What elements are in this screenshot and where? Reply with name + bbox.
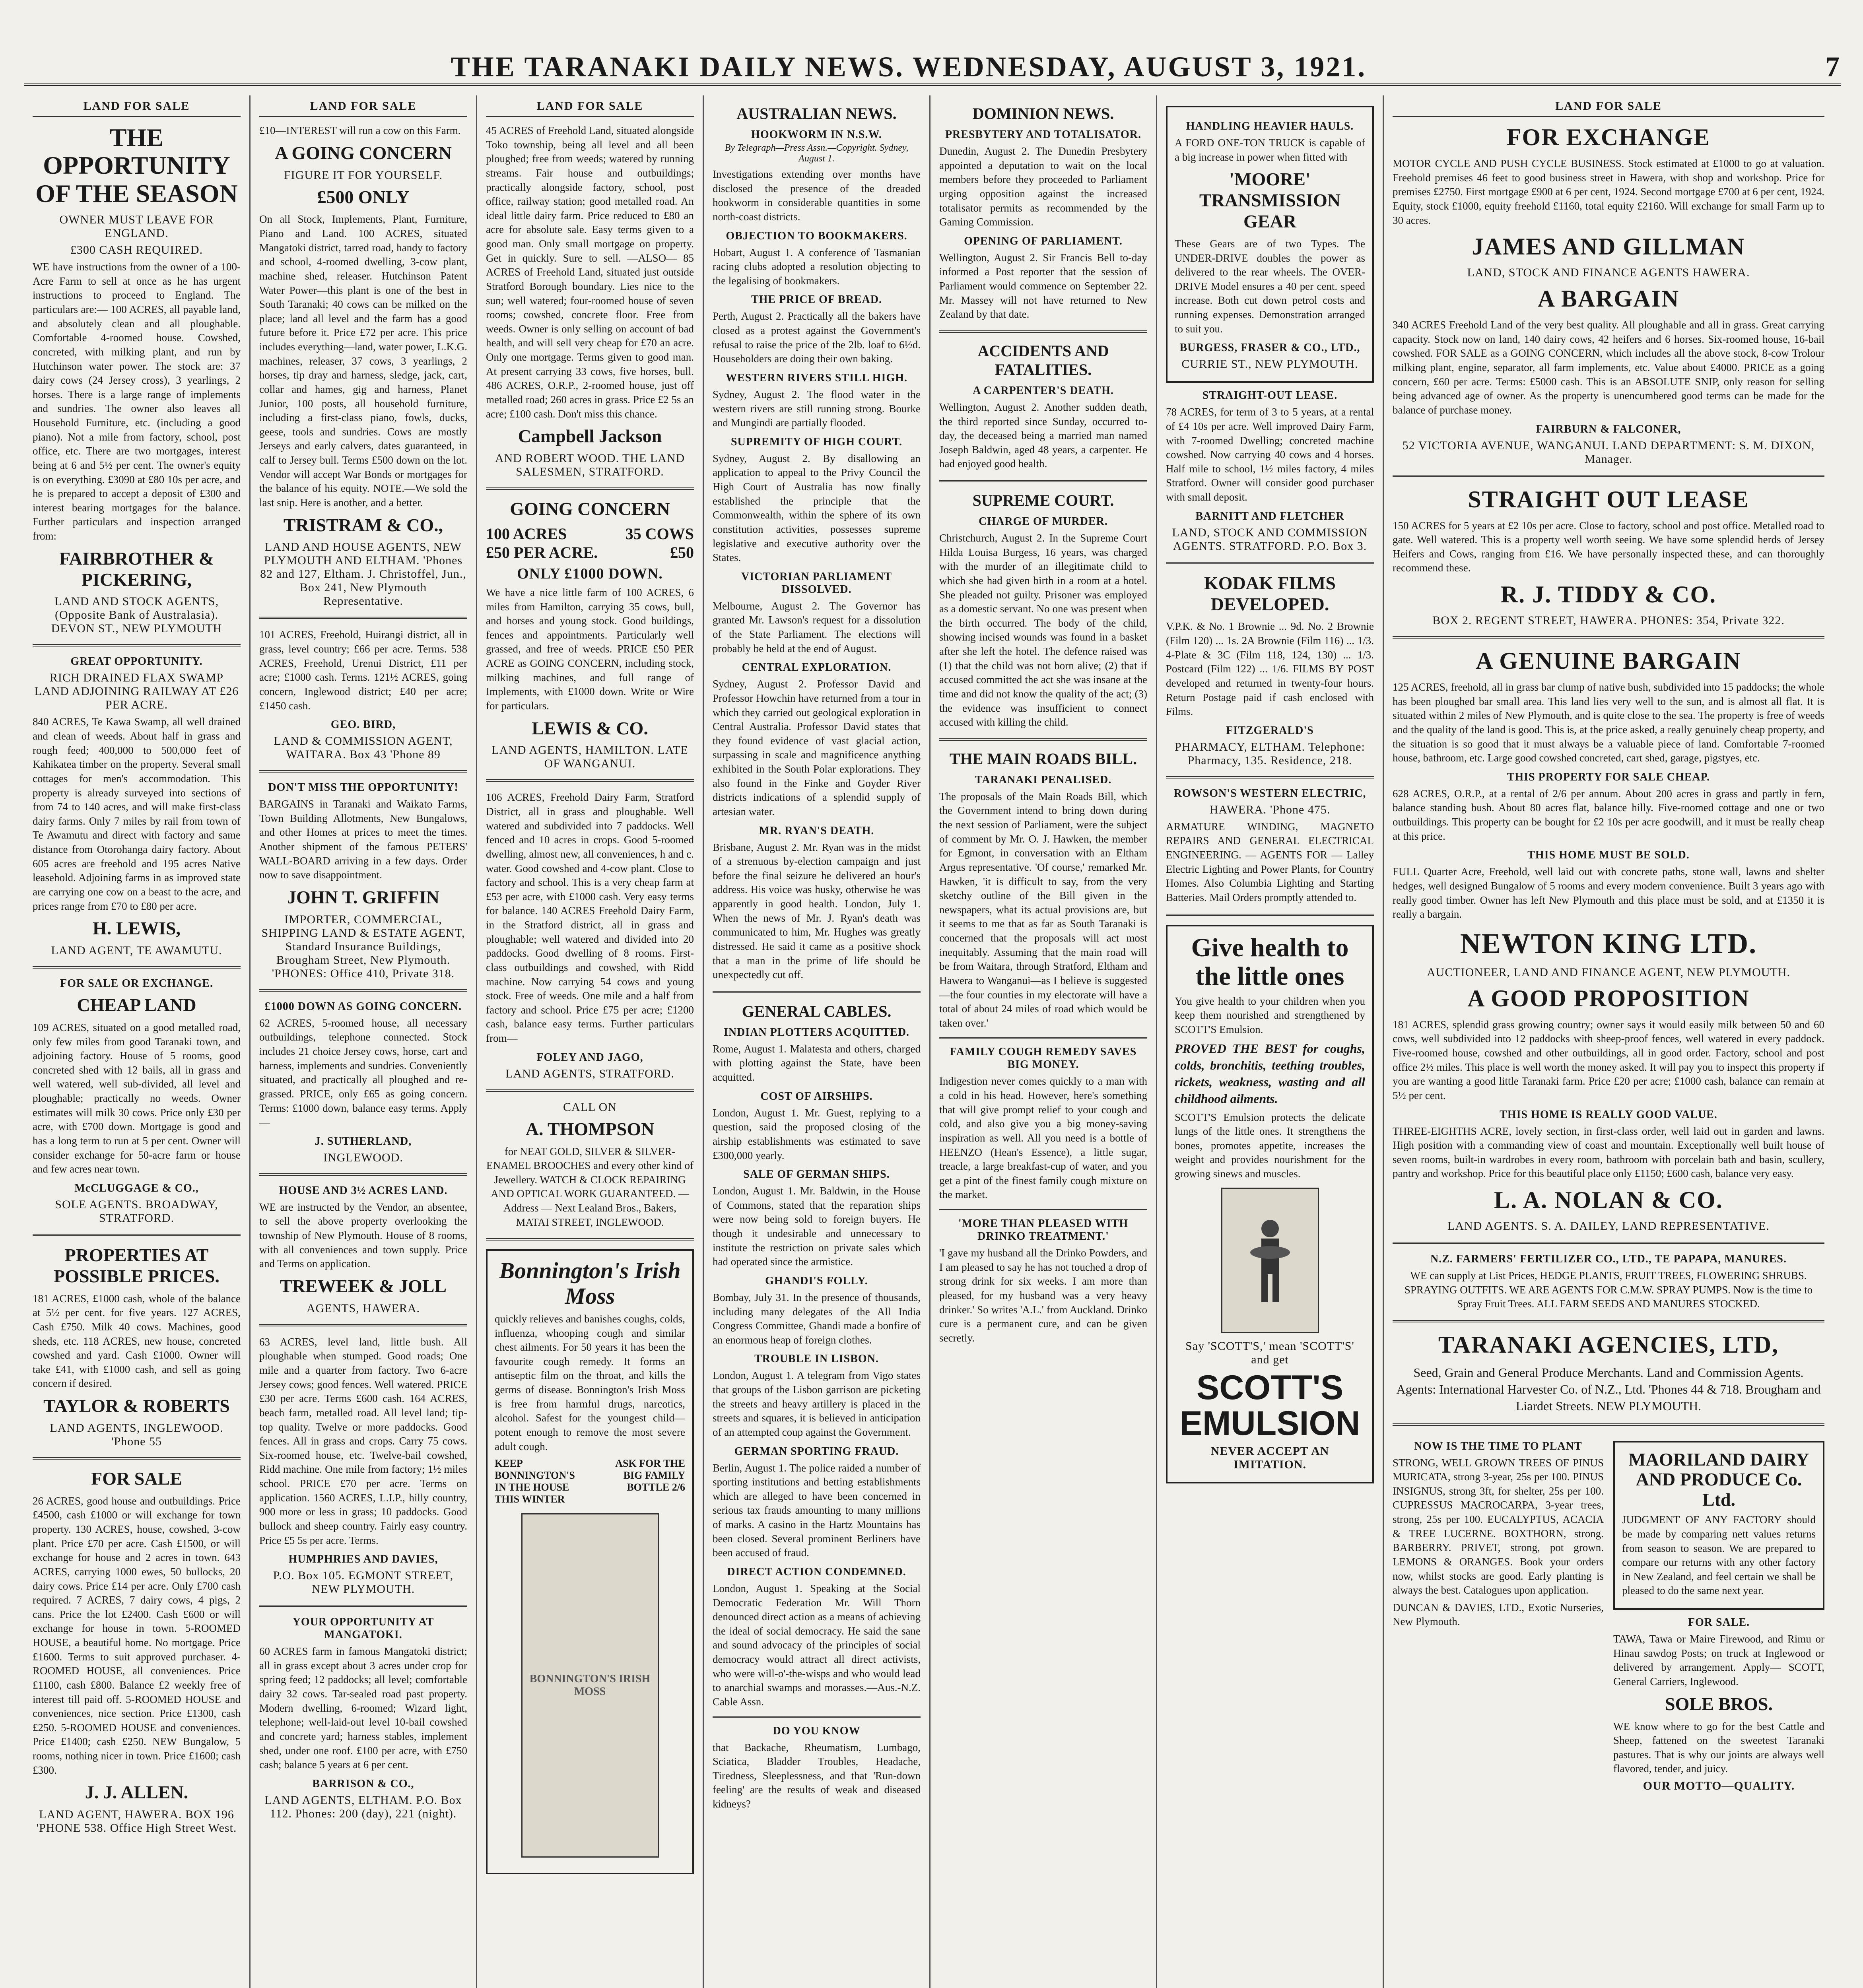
news-heading: SUPREME COURT. bbox=[972, 491, 1114, 509]
ad-body: 62 ACRES, 5-roomed house, all necessary outbuildings, telephone connected. Stock includes 21 choice Jersey cows, horse, cart and harness, implements and sundries. Conveniently situated, and practically all ploughed and re-grassed. PRICE, only £65 as going concern. Terms: £1000 down, balance easy terms. Apply— bbox=[259, 1017, 467, 1128]
agent-details: LAND AND STOCK AGENTS, (Opposite Bank of Australasia). DEVON ST., NEW PLYMOUTH bbox=[51, 595, 222, 635]
ad-title: STRAIGHT OUT LEASE bbox=[1468, 486, 1749, 513]
story-title: GERMAN SPORTING FRAUD. bbox=[734, 1445, 899, 1458]
ad-title: A GOING CONCERN bbox=[275, 142, 452, 163]
story-title: 'MORE THAN PLEASED WITH DRINKO TREATMENT.' bbox=[958, 1217, 1129, 1242]
agent-details: LAND AGENT, HAWERA. BOX 196 'PHONE 538. Office High Street West. bbox=[36, 1808, 237, 1835]
ad-body: 181 ACRES, £1000 cash, whole of the balance at 5½ per cent. for five years. 127 ACRES, Cash £750. Milk 40 cows. Machines, good sheds, etc. 118 ACRES, new house, concreted cowshed and yard. Cash £1000. Owner will take £41, with £1000 cash, and sell as going concern if desired. bbox=[33, 1292, 241, 1390]
ad-title: HOUSE AND 3½ ACRES LAND. bbox=[279, 1184, 448, 1197]
story-body: Christchurch, August 2. In the Supreme Court Hilda Louisa Burgess, 16 years, was charged with the murder of an illegitimate child to which she had given birth in a room at a hotel. She pleaded not guilty. Prisoner was employed as a domestic servant. No one was present when the birth occurred. The body of the child, showing incised wounds was found in a basket after she left the hotel. The defence raised was (1) that the child was not born alive; (2) that if accused committed the act she was insane at the time and did not know the quality of the act; (3) the evidence was insufficient to connect accused with killing the child. bbox=[939, 532, 1147, 728]
ad-title: DON'T MISS THE OPPORTUNITY! bbox=[268, 781, 458, 794]
ad-title: YOUR OPPORTUNITY AT MANGATOKI. bbox=[292, 1616, 434, 1641]
ad-body: A FORD ONE-TON TRUCK is capable of a big increase in power when fitted with bbox=[1175, 137, 1365, 163]
ad-body: 181 ACRES, splendid grass growing country; owner says it would easily milk between 50 and 60 cows, well subdivided into 12 paddocks with sheep-proof fences, well watered in every paddock. Five-roomed house, cowshed and other outbuildings, all in good order. Factory, school and post office 2½ miles. This place is well worth the money asked. It will pay you to inspect this property if you are wanting a good little Taranaki farm. Price £20 per acre; £1000 cash, balance can remain at 5½ per cent. bbox=[1393, 1018, 1824, 1101]
ad-body: 45 ACRES of Freehold Land, situated alongside Toko township, being all level and all been ploughed; free from weeds; watered by running streams. Fair house and outbuildings; practically alongside factory, school, post office, railway station; good metalled road. An ideal little dairy farm. Price reduced to £80 an acre for absolute sale. Easy terms given to a good man. Only small mortgage on property. Get in quickly. Sure to sell. —ALSO— 85 ACRES of Freehold Land, situated just outside Stratford Borough boundary. Lies nice to the sun; well watered; four-roomed house of seven rooms; cowshed, concrete floor. Free from weeds. Owner is only selling on account of bad health, and will sell very cheap for £70 an acre. Only one mortgage. Terms given to good man. At present carrying 33 cows, five horses, bull. 486 ACRES, O.R.P., 2-roomed house, just off metalled road; 260 acres in grass. Price £2 5s an acre; £100 cash. Don't miss this chance. bbox=[486, 124, 694, 420]
ad-body: STRONG, WELL GROWN TREES OF PINUS MURICATA, strong 3-year, 25s per 100. PINUS INSIGNUS, strong 3ft, for shelter, 25s per 100. CUPRESSUS MACROCARPA, 3-year trees, strong, 25s per 100. EUCALYPTUS, ACACIA & TREE LUCERNE. BOXTHORN, strong. BARBERRY. PRIVET, strong, pot grown. LEMONS & ORANGES. Book your orders now, whilst stocks are good. Early planting is always the best. Catalogues upon application. bbox=[1393, 1456, 1604, 1596]
column-4 bbox=[704, 95, 931, 1988]
ad-title: A GOOD PROPOSITION bbox=[1467, 985, 1750, 1011]
story-body: London, August 1. A telegram from Vigo states that groups of the Lisbon garrison are picketing the streets and heavy artillery is placed in the streets and squares, it is believed in anticipation of an attempted coup against the Government. bbox=[713, 1369, 921, 1438]
ad-title: MAORILAND DAIRY AND PRODUCE Co. Ltd. bbox=[1628, 1449, 1809, 1510]
ad-body: MOTOR CYCLE AND PUSH CYCLE BUSINESS. Stock estimated at £1000 to go at valuation. Freehold premises 46 feet to good business street in Hawera, with shop and workshop. Price for premises £2750. First mortgage £900 at 6 per cent, 1924. Second mortgage £700 at 6 per cent, 1924. Equity, stock £1000, equity freehold £1160, total equity £2160. Will exchange for small Farm up to 30 acres. bbox=[1393, 157, 1824, 226]
agent-details: IMPORTER, COMMERCIAL, SHIPPING LAND & ESTATE AGENT, Standard Insurance Buildings, Brougham Street, New Plymouth. 'PHONES: Office 410, Private 318. bbox=[261, 912, 465, 980]
agent-details: DUNCAN & DAVIES, LTD., Exotic Nurseries, New Plymouth. bbox=[1393, 1601, 1604, 1628]
ad-body: WE have instructions from the owner of a 100-Acre Farm to sell at once as he has urgent instructions to proceed to England. The particulars are:— 100 ACRES, all payable land, and absolutely clean and all ploughable. Comfortable 4-roomed house. Cowshed, concreted, with milking plant, and run by Hutchinson water power. The stock are: 37 dairy cows (24 Jersey cross), 3 yearlings, 2 horses. There is a large range of implements and sundries. The owner also leaves all Household Furniture, etc. (including a good piano). Not a mile from factory, school, post office, etc. There are two mortgages, interest being at 6 and 5½ per cent. The owner's equity is on everything. £3090 at £80 10s per acre, and he is prepared to accept a deposit of £300 and interest bearing mortgages for the balance. Further particulars and inspection arranged from: bbox=[33, 261, 241, 542]
ad-warning: NEVER ACCEPT AN IMITATION. bbox=[1210, 1444, 1329, 1472]
ad-title: CHEAP LAND bbox=[77, 995, 196, 1015]
ad-title: GOING CONCERN bbox=[510, 499, 670, 519]
section-header: LAND FOR SALE bbox=[486, 99, 694, 117]
agent-details: LAND AGENTS, ELTHAM. P.O. Box 112. Phones: 200 (day), 221 (night). bbox=[264, 1793, 462, 1820]
agent-details: BOX 2. REGENT STREET, HAWERA. PHONES: 354, Private 322. bbox=[1432, 614, 1785, 627]
ad-body: 78 ACRES, for term of 3 to 5 years, at a rental of £4 10s per acre. Well improved Dairy Farm, with 7-roomed Dwelling; concreted machine cowshed. Now carrying 40 cows and 4 horses. Half mile to school, 1½ miles factory, 4 miles Stratford. Owner will consider good purchaser with small deposit. bbox=[1166, 406, 1374, 503]
ad-title: FOR SALE. bbox=[1688, 1616, 1750, 1629]
story-body: London, August 1. Mr. Guest, replying to a question, said the proposed closing of the airship establishments was estimated to save £300,000 yearly. bbox=[713, 1107, 921, 1161]
agent-details: 52 VICTORIA AVENUE, WANGANUI. LAND DEPARTMENT: S. M. DIXON, Manager. bbox=[1402, 439, 1815, 466]
columns bbox=[24, 95, 1841, 1988]
ad-title: STRAIGHT-OUT LEASE. bbox=[1202, 389, 1338, 402]
bonnington-ad bbox=[486, 1249, 694, 1874]
ad-say: Say 'SCOTT'S,' mean 'SCOTT'S' and get bbox=[1185, 1339, 1354, 1366]
ad-subtitle: FIGURE IT FOR YOURSELF. bbox=[284, 168, 443, 182]
ad-body: for NEAT GOLD, SILVER & SILVER-ENAMEL BROOCHES and every other kind of Jewellery. WATCH & CLOCK REPAIRING AND OPTICAL WORK GUARANTEED. — Address — Next Lealand Bros., Bakers, MATAI STREET, INGLEWOOD. bbox=[486, 1145, 694, 1228]
story-title: SUPREMITY OF HIGH COURT. bbox=[730, 435, 903, 448]
agent-details: PHARMACY, ELTHAM. Telephone: Pharmacy, 135. Residence, 218. bbox=[1175, 740, 1365, 767]
ad-title: SOLE BROS. bbox=[1665, 1693, 1773, 1714]
agent-details: LAND AGENTS, HAMILTON. LATE OF WANGANUI. bbox=[491, 744, 688, 771]
bottle-label: BONNINGTON'S IRISH MOSS bbox=[529, 1673, 651, 1698]
news-heading: ACCIDENTS AND FATALITIES. bbox=[977, 342, 1109, 379]
agent-details: LAND AGENT, TE AWAMUTU. bbox=[51, 944, 222, 957]
ad-keep: KEEP BONNINGTON'S IN THE HOUSE THIS WINTER bbox=[495, 1458, 575, 1505]
story-body: 'I gave my husband all the Drinko Powders, and I am pleased to say he has not touched a drop of strong drink for six weeks. I am more than pleased, for my husband was a very heavy drinker.' So writes 'A.L.' from Auckland. Drinko cure is a permanent cure, and can be given secretly. bbox=[939, 1247, 1147, 1344]
ad-subtitle: OWNER MUST LEAVE FOR ENGLAND. bbox=[59, 213, 214, 240]
section-header: FOR SALE OR EXCHANGE. bbox=[60, 977, 214, 990]
ad-acres: 100 ACRES bbox=[486, 524, 567, 543]
ad-title: THE OPPORTUNITY OF THE SEASON bbox=[35, 123, 238, 208]
ad-body: ARMATURE WINDING, MAGNETO REPAIRS AND GENERAL ELECTRICAL ENGINEERING. — AGENTS FOR — Lalley Electric Lighting and Power Plants, for Country Homes. Also Columbia Lighting and Starting Batteries. Mail Orders promptly attended to. bbox=[1166, 820, 1374, 903]
agent-details: LAND, STOCK AND COMMISSION AGENTS. STRATFORD. P.O. Box 3. bbox=[1172, 526, 1368, 553]
ad-title: £1000 DOWN AS GOING CONCERN. bbox=[264, 1000, 462, 1013]
ad-title: THIS HOME IS REALLY GOOD VALUE. bbox=[1500, 1108, 1717, 1121]
ad-subtitle: HAWERA. 'Phone 475. bbox=[1209, 803, 1331, 816]
story-title: HOOKWORM IN N.S.W. bbox=[751, 128, 882, 141]
story-body: Dunedin, August 2. The Dunedin Presbytery appointed a deputation to wait on the local members before they proceeded to Parliament urging opposition against the increased totalisator permits as recommended by the Gaming Commission. bbox=[939, 145, 1147, 228]
news-heading: GENERAL CABLES. bbox=[742, 1002, 892, 1020]
ad-body: We have a nice little farm of 100 ACRES, 6 miles from Hamilton, carrying 35 cows, bull, and horses and young stock. Good buildings, fences and appointments. Particularly well grassed, and free of weeds. PRICE £50 PER ACRE as GOING CONCERN, including stock, milking machines, and full range of Implements, with £1000 down. Write or Wire for particulars. bbox=[486, 586, 694, 712]
story-title: COST OF AIRSHIPS. bbox=[760, 1090, 873, 1103]
agent-name: NEWTON KING LTD. bbox=[1460, 927, 1757, 959]
nursery-ad bbox=[1393, 1435, 1604, 1796]
ad-body: SCOTT'S Emulsion protects the delicate lungs of the little ones. It strengthens the bones, promotes appetite, increases the weight and provides nourishment for the growing sinews and muscles. bbox=[1175, 1111, 1365, 1180]
ad-cows: 35 COWS bbox=[625, 524, 694, 543]
story-title: A CARPENTER'S DEATH. bbox=[973, 384, 1114, 397]
medicine-bottle-icon bbox=[521, 1513, 659, 1858]
ad-body: Seed, Grain and General Produce Merchants. Land and Commission Agents. Agents: International Harvester Co. of N.Z., Ltd. 'Phones 44 & 718. Brougham and Liardet Streets. NEW PLYMOUTH. bbox=[1396, 1365, 1821, 1413]
page-number: 7 bbox=[1825, 51, 1841, 83]
agent-name: TRISTRAM & CO., bbox=[283, 514, 443, 535]
agent-details: LAND AGENTS, STRATFORD. bbox=[505, 1067, 674, 1080]
ad-body: JUDGMENT OF ANY FACTORY should be made by comparing nett values returns from season to season. We are prepared to compare our returns with any other factory in New Zealand, and feel certain we shall be pleased to do the same next year. bbox=[1622, 1514, 1816, 1597]
fisherman-icon bbox=[1221, 1188, 1319, 1333]
agent-name: FITZGERALD'S bbox=[1226, 724, 1314, 737]
agent-name: L. A. NOLAN & CO. bbox=[1494, 1187, 1723, 1213]
column-3 bbox=[477, 95, 704, 1988]
section-header: LAND FOR SALE bbox=[1393, 99, 1824, 117]
ad-proved: PROVED THE BEST for coughs, colds, bronchitis, teething troubles, rickets, weakness, wasting and all childhood ailments. bbox=[1175, 1041, 1365, 1106]
ad-price: £500 ONLY bbox=[317, 186, 410, 207]
story-title: DIRECT ACTION CONDEMNED. bbox=[727, 1565, 906, 1578]
ad-body: THREE-EIGHTHS ACRE, lovely section, in first-class order, well laid out in garden and lawns. High position with a commanding view of coast and mountain. Exceptionally well built house of seven rooms, built-in wardrobes in every room, bathroom with porcelain bath and basin, scullery, pantry and workshop. Price for this beautiful place only £1150; £600 cash, balance very easy. bbox=[1393, 1125, 1824, 1180]
agent-name: HUMPHRIES AND DAVIES, bbox=[288, 1553, 438, 1566]
newspaper-title: THE TARANAKI DAILY NEWS. WEDNESDAY, AUGUST 3, 1921. bbox=[451, 51, 1367, 83]
scotts-emulsion-ad bbox=[1166, 925, 1374, 1484]
column-2 bbox=[251, 95, 477, 1988]
agent-details: LAND & COMMISSION AGENT, WAITARA. Box 43 'Phone 89 bbox=[274, 734, 453, 761]
story-body: that Backache, Rheumatism, Lumbago, Sciatica, Bladder Troubles, Headache, Tiredness, Sleeplessness, and that 'Run-down feeling' are the results of weak and diseased kidneys? bbox=[713, 1741, 921, 1810]
story-title: DO YOU KNOW bbox=[773, 1724, 861, 1737]
agent-name: FOLEY AND JAGO, bbox=[536, 1051, 643, 1064]
agent-details: INGLEWOOD. bbox=[323, 1151, 403, 1164]
agent-name: H. LEWIS, bbox=[92, 918, 181, 939]
ad-title: N.Z. FARMERS' FERTILIZER CO., LTD., TE PAPAPA, MANURES. bbox=[1430, 1253, 1787, 1265]
ad-title: 'MOORE' TRANSMISSION GEAR bbox=[1199, 169, 1341, 232]
ad-title: A BARGAIN bbox=[1537, 285, 1680, 312]
story-body: Bombay, July 31. In the presence of thousands, including many delegates of the All India Congress Committee, Ghandi made a bonfire of an enormous heap of foreign clothes. bbox=[713, 1291, 921, 1346]
story-body: Berlin, August 1. The police raided a number of sporting institutions and betting establishments which are alleged to have been concerned in serious tax frauds amounting to many millions of marks. A casino in the Hartz Mountains has been closed. Several prominent Berliners have been accused of fraud. bbox=[713, 1462, 921, 1559]
story-title: OPENING OF PARLIAMENT. bbox=[964, 235, 1123, 247]
news-heading: THE MAIN ROADS BILL. bbox=[949, 749, 1137, 768]
ad-subtitle: £300 CASH REQUIRED. bbox=[70, 243, 203, 257]
agent-details: LAND, STOCK AND FINANCE AGENTS HAWERA. bbox=[1467, 266, 1750, 280]
agent-details: SOLE AGENTS. BROADWAY, STRATFORD. bbox=[55, 1198, 218, 1225]
agent-name: A. THOMPSON bbox=[525, 1118, 655, 1139]
ad-body: 63 ACRES, level land, little bush. All ploughable when stumped. Good roads; One mile and a quarter from factory. Two 6-acre Jersey cows; good fences. Well watered. PRICE £30 per acre. Terms £600 cash. 164 ACRES, beach farm, metalled road. All level land; tip-top quality. Twelve or more paddocks. Good fences. All in grass and crops. Carry 75 cows. Six-roomed house, etc. Twelve-bail cowshed, Ridd machine. One mile from factory; 1½ miles school. PRICE £70 per acre. Terms on application. 1560 ACRES, L.I.P., hilly country, 900 more or less in grass; 10 paddocks. Good bullock and sheep country. Fairly easy country. Price £5 5s per acre. Terms. bbox=[259, 1336, 467, 1546]
ad-title: ROWSON'S WESTERN ELECTRIC, bbox=[1173, 787, 1366, 800]
agent-name: BARNITT AND FLETCHER bbox=[1195, 510, 1344, 522]
ad-body: 340 ACRES Freehold Land of the very best quality. All ploughable and all in grass. Great carrying capacity. Stock now on land, 140 dairy cows, 42 heifers and 6 horses. Six-roomed house, 16-bail cowshed. FOR SALE as a GOING CONCERN, which includes all the above stock, 8-cow Trolour milking plant, engine, separator, all farm implements, etc. Value about £4000. PRICE as a going concern, £60 per acre. Terms: £5000 cash. This is an ABSOLUTE SNIP, only reason for selling being advanced age of owner. As the property is unencumbered good terms can be made for the balance of purchase money. bbox=[1393, 319, 1824, 416]
ad-body: These Gears are of two Types. The UNDER-DRIVE doubles the power as delivered to the rear wheels. The OVER-DRIVE Model ensures a 40 per cent. speed increase. Both cut down petrol costs and running expenses. Demonstration arranged to suit you. bbox=[1175, 237, 1365, 335]
agent-details: LAND AGENTS. S. A. DAILEY, LAND REPRESENTATIVE. bbox=[1447, 1219, 1770, 1233]
agent-name: J. J. ALLEN. bbox=[85, 1782, 188, 1803]
ad-body: BARGAINS in Taranaki and Waikato Farms, Town Building Allotments, New Bungalows, and other Homes at prices to meet the times. Another shipment of the famous PETERS' WALL-BOARD arriving in a few days. Order now to save disappointment. bbox=[259, 798, 467, 881]
ad-title: Bonnington's Irish Moss bbox=[499, 1258, 681, 1309]
ad-title: A GENUINE BARGAIN bbox=[1476, 648, 1741, 674]
ad-body: 26 ACRES, good house and outbuildings. Price £4500, cash £1000 or will exchange for town property. 130 ACRES, house, cowshed, 3-cow plant. Price £70 per acre. Cash £1500, or will exchange for house and 2 acres in town. 643 ACRES, carrying 1000 ewes, 50 bullocks, 20 dairy cows. Price £14 per acre. Only £700 cash required. 7 ACRES, 7 dairy cows, 4 pigs, 2 cans. Price the lot £2400. Cash £600 or will exchange for house in town. 5-ROOMED HOUSE, a beautiful home. No mortgage. Price £1600. Terms to suit approved purchaser. 4-ROOMED HOUSE, all conveniences. Price £1100, cash £800. Balance £2 weekly free of interest till paid off. 5-ROOMED HOUSE and conveniences, nice section. Price £1300, cash £250. 5-ROOMED HOUSE and conveniences. Price £1400; cash £250. NEW Bungalow, 5 rooms, nothing nicer in town. Price £1600; cash £300. bbox=[33, 1495, 241, 1776]
agent-name: R. J. TIDDY & CO. bbox=[1500, 581, 1717, 608]
maoriland-ad bbox=[1613, 1441, 1824, 1610]
agent-name: Campbell Jackson bbox=[518, 426, 662, 447]
agent-details: CURRIE ST., NEW PLYMOUTH. bbox=[1181, 357, 1358, 371]
story-title: CENTRAL EXPLORATION. bbox=[742, 661, 892, 674]
right-ads bbox=[1613, 1435, 1824, 1796]
agent-details: LAND AND HOUSE AGENTS, NEW PLYMOUTH AND ELTHAM. 'Phones 82 and 127, Eltham. J. Christoffel, Jun., Box 241, New Plymouth Representative. bbox=[260, 540, 466, 608]
ad-callon: CALL ON bbox=[563, 1100, 617, 1114]
ad-body: 125 ACRES, freehold, all in grass bar clump of native bush, subdivided into 15 paddocks; the whole has been ploughed bar small area. This land lies very well to the sun, and is almost all flat. It is situated within 2 miles of New Plymouth, and is quite close to the sea. The property is free of weeds and the quality of the land is good. This is, at the price asked, a really genuinely cheap property, and the situation is so good that it must always be a valuable piece of land. Comfortable 7-roomed house, bathroom, etc. Large good cowshed concreted, cart shed, garage, pigstyes, etc. bbox=[1393, 681, 1824, 764]
ad-body: 840 ACRES, Te Kawa Swamp, all well drained and clean of weeds. About half in grass and rough feed; 400,000 to 500,000 feet of Kahikatea timber on the property. Several small cottages for men's accommodation. This property is already surveyed into sections of from 74 to 140 acres, and will make first-class dairy farms. Only 7 miles by rail from town of Te Awamutu and direct with factory and same distance from Otorohanga dairy factory. About 605 acres are freehold and 195 acres Native leasehold. Adjoining farms in as improved state are carrying one cow on a beast to the acre, and prices range from £70 to £80 per acre. bbox=[33, 716, 241, 912]
story-title: VICTORIAN PARLIAMENT DISSOLVED. bbox=[741, 570, 892, 596]
agent-name: JOHN T. GRIFFIN bbox=[287, 887, 439, 907]
ad-top: HANDLING HEAVIER HAULS. bbox=[1186, 120, 1354, 132]
agent-name: BARRISON & CO., bbox=[312, 1777, 414, 1790]
story-title: TARANAKI PENALISED. bbox=[975, 773, 1112, 786]
ad-body: On all Stock, Implements, Plant, Furniture, Piano and Land. 100 ACRES, situated Mangatoki district, tarred road, handy to factory and school, 4-roomed dwelling, 3-cow plant, machine shed, releaser. Hutchinson Patent Water Power—this plant is one of the best in South Taranaki; 40 cows can be milked on the place; land all level and the farm has a good future before it. Price £72 per acre. This price includes everything—land, water power, L.K.G. machines, releaser, 37 cows, 3 yearlings, 2 horses, tip dray and harness, sledge, jack, cart, collar and hames, gig and harness, Planet Junior, 100 posts, all household furniture, including a first-class piano, fowls, ducks, geese, tools and sundries. Cows are mostly Jerseys and early calvers, dates guaranteed, in calf to Jersey bull. Terms £500 down on the lot. Vendor will accept War Bonds or mortgages for the balance of his equity. NOTE.—We sold the last snip. Here is another, and a better. bbox=[259, 213, 467, 509]
ad-motto: OUR MOTTO—QUALITY. bbox=[1643, 1779, 1795, 1792]
ad-ask: ASK FOR THE BIG FAMILY BOTTLE 2/6 bbox=[615, 1458, 685, 1493]
story-body: Wellington, August 2. Another sudden death, the third reported since Sunday, occurred to-day, the deceased being a married man named Joseph Baldwin, aged 48 years, a carpenter. He had enjoyed good health. bbox=[939, 401, 1147, 470]
news-heading: DOMINION NEWS. bbox=[972, 105, 1114, 122]
ad-body: You give health to your children when you keep them nourished and strengthened by SCOTT'S Emulsion. bbox=[1175, 995, 1365, 1036]
ad-title: NOW IS THE TIME TO PLANT bbox=[1414, 1440, 1582, 1452]
ad-body: FULL Quarter Acre, Freehold, well laid out with concrete paths, stone wall, lawns and shelter hedges, well designed Bungalow of 5 rooms and every modern convenience. Built 3 years ago with really good timber. Owner has left New Plymouth and this place must be sold, and at £1350 it is really a bargain. bbox=[1393, 866, 1824, 920]
story-body: Sydney, August 2. Professor David and Professor Howchin have returned from a tour in which they carried out geological exploration in Central Australia. Professor David states that they found evidence of vast glacial action, surpassing in scale and magnificence anything exhibited in the South Polar explorations. They also found in the Finke and Goyder River districts indications of a splendid supply of artesian water. bbox=[713, 678, 921, 817]
brand-name: SCOTT'S EMULSION bbox=[1179, 1368, 1360, 1442]
column-7 bbox=[1384, 95, 1833, 1988]
story-body: London, August 1. Speaking at the Social Democratic Federation Mr. Will Thorn denounced direct action as a means of achieving the ideal of social democracy. He said the sane and sound advocacy of the principles of social democracy would attract all direct activists, who were will-o'-the-wisps and who would lead to anarchial swamps and morasses.—Aus.-N.Z. Cable Assn. bbox=[713, 1582, 921, 1708]
story-title: SALE OF GERMAN SHIPS. bbox=[743, 1168, 890, 1181]
agent-name: TAYLOR & ROBERTS bbox=[43, 1396, 230, 1416]
story-body: Rome, August 1. Malatesta and others, charged with plotting against the State, have been acquitted. bbox=[713, 1043, 921, 1083]
ad-down: ONLY £1000 DOWN. bbox=[517, 565, 663, 582]
agent-details: LAND AGENTS, INGLEWOOD. 'Phone 55 bbox=[50, 1421, 223, 1448]
agent-name: FAIRBROTHER & PICKERING, bbox=[59, 548, 214, 590]
section-header: LAND FOR SALE bbox=[259, 99, 467, 117]
ad-title: FOR EXCHANGE bbox=[1506, 124, 1711, 150]
fisherman-figure-icon bbox=[1246, 1217, 1294, 1304]
ad-intro: £10—INTEREST will run a cow on this Farm. bbox=[259, 124, 461, 136]
agent-name: McCLUGGAGE & CO., bbox=[74, 1182, 199, 1194]
agent-details: AND ROBERT WOOD. THE LAND SALESMEN, STRATFORD. bbox=[495, 452, 685, 479]
ad-title: KODAK FILMS DEVELOPED. bbox=[1204, 573, 1336, 614]
ad-body: V.P.K. & No. 1 Brownie ... 9d. No. 2 Brownie (Film 120) ... 1s. 2A Brownie (Film 116) ... 1/3. 4-Plate & 3C (Film 118, 124, 130) ... 1/3. Postcard (Film 122) ... 1/6. FILMS BY POST developed and returned in twenty-four hours. Return Postage paid if cash enclosed with Films. bbox=[1166, 620, 1374, 718]
ad-body: quickly relieves and banishes coughs, colds, influenza, whooping cough and similar chest ailments. For 50 years it has been the favourite cough remedy. It forms an antiseptic film on the throat, and kills the germs of disease. Bonnington's Irish Moss is free from harmful drugs, narcotics, alcohol. Safest for the youngest child—potent enough to remove the most severe adult cough. bbox=[495, 1312, 685, 1452]
story-body: Hobart, August 1. A conference of Tasmanian racing clubs adopted a resolution objecting to the legalising of bookmakers. bbox=[713, 246, 921, 287]
story-body: Perth, August 2. Practically all the bakers have closed as a protest against the Government's refusal to raise the price of the 2lb. loaf to 6½d. Householders are doing their own baking. bbox=[713, 310, 921, 365]
ad-body: WE know where to go for the best Cattle and Sheep, fattened on the sweetest Taranaki pastures. That is why our joints are always well flavored, tender, and juicy. bbox=[1613, 1720, 1824, 1775]
ad-body: 101 ACRES, Freehold, Huirangi district, all in grass, level country; £66 per acre. Terms. 538 ACRES, Freehold, Urenui District, £11 per acre; £1000 cash. Terms. 121½ ACRES, going concern, Inglewood district; £40 per acre; £1450 cash. bbox=[259, 629, 467, 712]
story-title: INDIAN PLOTTERS ACQUITTED. bbox=[723, 1026, 910, 1039]
story-body: Wellington, August 2. Sir Francis Bell to-day informed a Post reporter that the session of Parliament would commence on September 22. Mr. Massey will not have returned to New Zealand by that date. bbox=[939, 251, 1147, 320]
story-title: FAMILY COUGH REMEDY SAVES BIG MONEY. bbox=[950, 1046, 1137, 1071]
agent-details: AGENTS, HAWERA. bbox=[306, 1301, 420, 1315]
agent-name: BURGESS, FRASER & CO., LTD., bbox=[1179, 342, 1360, 354]
ad-title: TARANAKI AGENCIES, LTD, bbox=[1438, 1331, 1779, 1358]
ad-title: GREAT OPPORTUNITY. bbox=[70, 655, 203, 668]
story-title: CHARGE OF MURDER. bbox=[979, 515, 1108, 528]
ad-body: WE are instructed by the Vendor, an absentee, to sell the above property overlooking the township of New Plymouth. House of 8 rooms, with all conveniences and town supply. Price and Terms on application. bbox=[259, 1201, 467, 1270]
ad-title: PROPERTIES AT POSSIBLE PRICES. bbox=[54, 1244, 220, 1286]
story-title: PRESBYTERY AND TOTALISATOR. bbox=[945, 128, 1142, 141]
ad-price: £50 bbox=[670, 543, 694, 561]
agent-details: AUCTIONEER, LAND AND FINANCE AGENT, NEW PLYMOUTH. bbox=[1426, 965, 1790, 979]
column-5 bbox=[931, 95, 1157, 1988]
ad-body: 150 ACRES for 5 years at £2 10s per acre. Close to factory, school and post office. Metalled road to gate. Well watered. This is a property well worth seeing. We have some splendid herds of Jersey Heifers and Cows, ranging from £16. We have personally inspected these, and can thoroughly recommend these. bbox=[1393, 519, 1824, 574]
bottom-ads bbox=[1393, 1435, 1824, 1796]
agent-name: FAIRBURN & FALCONER, bbox=[1536, 423, 1681, 435]
story-body: Sydney, August 2. The flood water in the western rivers are still running strong. Bourke and Mungindi are partially flooded. bbox=[713, 388, 921, 429]
story-title: GHANDI'S FOLLY. bbox=[765, 1274, 868, 1287]
ad-body: 60 ACRES farm in famous Mangatoki district; all in grass except about 3 acres under crop for spring feed; 12 paddocks; all level; comfortable dairy 32 cows. Tar-sealed road past property. Modern dwelling, 6-roomed; Wizard light, telephone; well-laid-out level 10-bail cowshed and concrete yard; harness stables, implement shed, under one roof. £100 per acre, with £750 cash; balance 5 years at 6 per cent. bbox=[259, 1645, 467, 1771]
story-title: THE PRICE OF BREAD. bbox=[751, 293, 882, 306]
news-heading: AUSTRALIAN NEWS. bbox=[736, 105, 897, 122]
ad-price: £50 PER ACRE. bbox=[486, 543, 598, 561]
ad-title: Give health to the little ones bbox=[1191, 933, 1349, 991]
dateline: By Telegraph—Press Assn.—Copyright. Sydney, August 1. bbox=[725, 143, 909, 164]
ad-subtitle: RICH DRAINED FLAX SWAMP LAND ADJOINING RAILWAY AT £26 PER ACRE. bbox=[34, 671, 239, 712]
agent-name: LEWIS & CO. bbox=[532, 718, 648, 738]
moore-gear-ad bbox=[1166, 106, 1374, 383]
masthead bbox=[24, 16, 1841, 86]
ad-body: TAWA, Tawa or Maire Firewood, and Rimu or Hinau sawdog Posts; on truck at Inglewood or delivered by arrangement. Apply— SCOTT, General Carriers, Inglewood. bbox=[1613, 1633, 1824, 1687]
column-6 bbox=[1157, 95, 1384, 1988]
agent-name: J. SUTHERLAND, bbox=[315, 1135, 412, 1147]
ad-body: 109 ACRES, situated on a good metalled road, only few miles from good Taranaki town, and adjoining factory. House of 5 rooms, good concreted shed with 12 bails, all in grass and well watered, well sub-divided, all level and ploughable; practically no weeds. Owner estimates will milk 30 cows. Price only £30 per acre, with £700 down. Mortgage is good and has a long term to run at 5 per cent. Owner will consider exchange for 50-acre farm or house and few acres near town. bbox=[33, 1021, 241, 1175]
agent-details: P.O. Box 105. EGMONT STREET, NEW PLYMOUTH. bbox=[273, 1569, 454, 1596]
ad-title: THIS PROPERTY FOR SALE CHEAP. bbox=[1507, 771, 1710, 783]
agent-name: JAMES AND GILLMAN bbox=[1472, 233, 1745, 260]
story-body: London, August 1. Mr. Baldwin, in the House of Commons, stated that the reparation ships were now being sold to foreign buyers. He though it undesirable and unnecessary to institute the restriction on private sales which had operated since the armistice. bbox=[713, 1185, 921, 1268]
agent-name: GEO. BIRD, bbox=[330, 718, 396, 731]
story-body: The proposals of the Main Roads Bill, which the Government intend to bring down during the next session of Parliament, were the subject of comment by Mr. O. J. Hawken, the member for Egmont, in conversation with an Eltham Argus representative. 'Of course,' remarked Mr. Hawken, 'it is difficult to say, from the very sketchy outline of the Bill given in the newspapers, what its actual provisions are, but it seems to me that as far as South Taranaki is concerned that the proposals will act most inequitably. Assuming that the main road will be from Waitara, through Stratford, Eltham and Hawera to Wanganui—as I believe is suggested—the four counties in my electorate will have a total of about 24 miles of road which would be taken over.' bbox=[939, 790, 1147, 1029]
story-title: OBJECTION TO BOOKMAKERS. bbox=[726, 229, 907, 242]
section-header: LAND FOR SALE bbox=[33, 99, 241, 117]
story-body: Brisbane, August 2. Mr. Ryan was in the midst of a strenuous by-election campaign and just before the final seizure he delivered an hour's address. His voice was husky, otherwise he was apparently in good health. London, July 1. When the news of Mr. J. Ryan's death was communicated to him, Mr. Hughes was greatly distressed. He said it came as a positive shock that a man in the prime of life should be unexpectedly cut off. bbox=[713, 841, 921, 981]
ad-title: THIS HOME MUST BE SOLD. bbox=[1527, 849, 1690, 862]
ad-title: FOR SALE bbox=[91, 1468, 182, 1489]
ad-body: 628 ACRES, O.R.P., at a rental of 2/6 per annum. About 200 acres in grass and partly in fern, balance standing bush. About 80 acres flat, balance hilly. Five-roomed cottage and one or two outbuildings. This property can be bought for £2 10s per acre goodwill, and it must be really cheap at this price. bbox=[1393, 787, 1824, 842]
ad-body: 106 ACRES, Freehold Dairy Farm, Stratford District, all in grass and ploughable. Well watered and subdivided into 7 paddocks. Well fenced and 10 acres in crops. Good 5-roomed dwelling, almost new, all conveniences, h and c. water. Good cowshed and 4-cow plant. Close to factory and school. This is a very cheap farm at £53 per acre, with £1000 cash. Very easy terms for balance. 140 ACRES Freehold Dairy Farm, in the Stratford district, all in grass and ploughable; well watered and divided into 20 paddocks. Good dwelling of 8 rooms. First-class outbuildings and cowshed, with Ridd machine. Now carrying 54 cows and young stock. Free of weeds. One mile and a half from factory and school. Price £75 per acre; £1200 cash, balance easy terms. Further particulars from— bbox=[486, 791, 694, 1044]
column-1 bbox=[24, 95, 251, 1988]
ad-body: WE can supply at List Prices, HEDGE PLANTS, FRUIT TREES, FLOWERING SHRUBS. SPRAYING OUTFITS. WE ARE AGENTS FOR C.M.W. SPRAY PUMPS. Now is the time to Spray Fruit Trees. ALL FARM SEEDS AND MANURES STOCKED. bbox=[1404, 1270, 1813, 1310]
story-body: Sydney, August 2. By disallowing an application to appeal to the Privy Council the High Court of Australia has now finally established the principle that the Commonwealth, within the sphere of its own constitution activities, possesses supreme legislative and executive authority over the States. bbox=[713, 452, 921, 564]
story-body: Indigestion never comes quickly to a man with a cold in his head. However, here's something that will give prompt relief to your cough and cold, and also give you a big money-saving inspiration as well. All you need is a bottle of HEENZO (Hean's Essence), a little sugar, treacle, a large breakfast-cup of water, and you get a pint of the finest family cough mixture on the market. bbox=[939, 1075, 1147, 1201]
story-body: Investigations extending over months have disclosed the presence of the dreaded hookworm in considerable quantities in some north-coast districts. bbox=[713, 168, 921, 223]
story-title: MR. RYAN'S DEATH. bbox=[759, 824, 874, 837]
story-title: TROUBLE IN LISBON. bbox=[754, 1353, 879, 1365]
story-title: WESTERN RIVERS STILL HIGH. bbox=[725, 371, 908, 384]
agent-name: TREWEEK & JOLL bbox=[280, 1276, 447, 1296]
story-body: Melbourne, August 2. The Governor has granted Mr. Lawson's request for a dissolution of the State Parliament. The elections will probably be held at the end of August. bbox=[713, 600, 921, 654]
